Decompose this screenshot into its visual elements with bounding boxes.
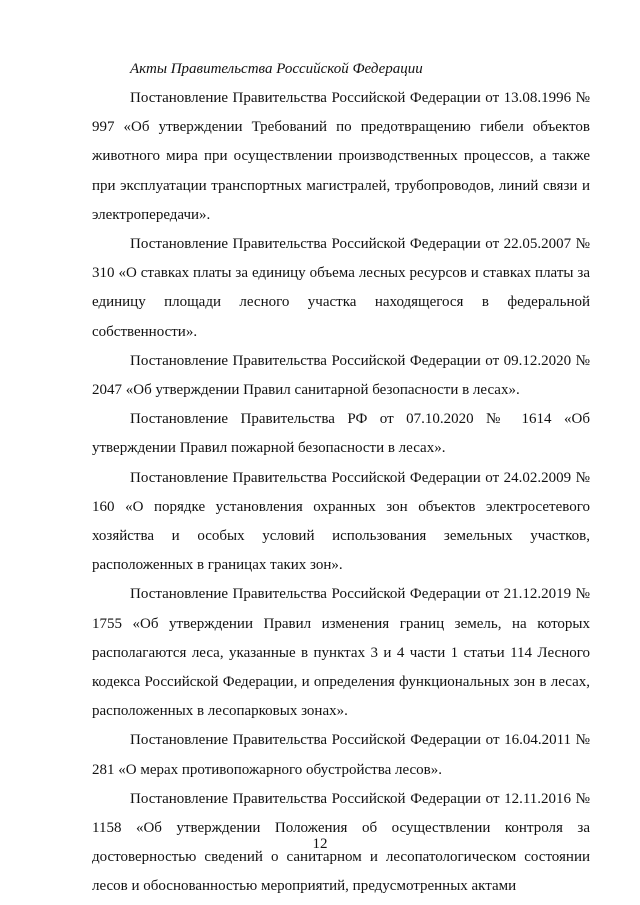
document-page — [92, 55, 590, 902]
decree-paragraph-3: Постановление Правительства Российской Федерации от 09.12.2020 № 2047 «Об утверждении Правил санитарной безопасности в лесах». — [92, 352, 590, 399]
decree-paragraph-7: Постановление Правительства Российской Федерации от 16.04.2011 № 281 «О мерах противопожарного обустройства лесов». — [92, 732, 590, 778]
section-title: Акты Правительства Российской Федерации — [130, 61, 423, 77]
decree-paragraph-8: Постановление Правительства Российской Федерации от 12.11.2016 № 1158 «Об утверждении Положения об осуществлении контроля за достоверностью сведений о санитарном и лесопатологическом состоянии лесов и обоснованностью мероприятий, предусмотренных актами — [92, 790, 590, 895]
decree-paragraph-6: Постановление Правительства Российской Федерации от 21.12.2019 № 1755 «Об утверждении Правил изменения границ земель, на которых располагаются леса, указанные в пунктах 3 и 4 части 1 статьи 114 Лесного кодекса Российской Федерации, и определения функциональных зон в лесах, расположенных в лесопарковых зонах». — [92, 586, 590, 720]
page-number: 12 — [312, 836, 328, 852]
decree-paragraph-4: Постановление Правительства РФ от 07.10.2020 № 1614 «Об утверждении Правил пожарной безопасности в лесах». — [92, 411, 590, 457]
decree-paragraph-5: Постановление Правительства Российской Федерации от 24.02.2009 № 160 «О порядке установления охранных зон объектов электросетевого хозяйства и особых условий использования земельных участков, расположенных в границах таких зон». — [92, 469, 590, 574]
decree-paragraph-1: Постановление Правительства Российской Федерации от 13.08.1996 № 997 «Об утверждении Требований по предотвращению гибели объектов животного мира при осуществлении производственных процессов, а также при эксплуатации транспортных магистралей, трубопроводов, линий связи и электропередачи». — [92, 90, 590, 223]
decree-paragraph-2: Постановление Правительства Российской Федерации от 22.05.2007 № 310 «О ставках платы за единицу объема лесных ресурсов и ставках платы за единицу площади лесного участка находящегося в федеральной собственности». — [92, 236, 590, 340]
